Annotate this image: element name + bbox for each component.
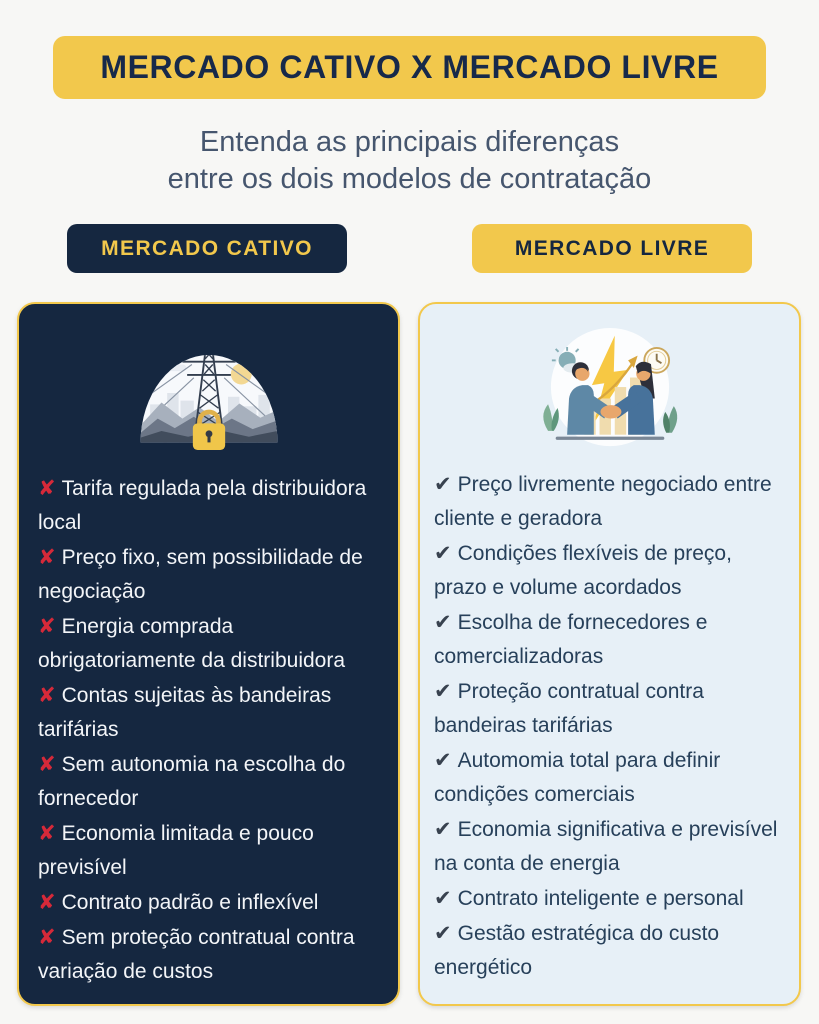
x-mark-icon: ✘ bbox=[38, 925, 56, 949]
item-text: Gestão estratégica do custo energético bbox=[434, 922, 720, 979]
subtitle bbox=[0, 124, 819, 198]
item-text: Economia significativa e previsível na conta de energia bbox=[434, 818, 778, 875]
item-text: Contrato padrão e inflexível bbox=[61, 891, 319, 914]
check-mark-icon: ✔ bbox=[434, 748, 452, 772]
pill-mercado-cativo bbox=[67, 224, 347, 273]
list-item bbox=[434, 605, 787, 674]
x-mark-icon: ✘ bbox=[38, 890, 56, 914]
list-item bbox=[434, 916, 787, 985]
item-text: Contas sujeitas às bandeiras tarifárias bbox=[38, 684, 332, 741]
item-text: Preço fixo, sem possibilidade de negociação bbox=[38, 546, 363, 603]
list-item bbox=[38, 747, 384, 816]
check-mark-icon: ✔ bbox=[434, 610, 452, 634]
plant-icon-right bbox=[663, 406, 677, 433]
livre-items-list bbox=[420, 467, 799, 985]
check-mark-icon: ✔ bbox=[434, 541, 452, 565]
item-text: Condições flexíveis de preço, prazo e volume acordados bbox=[434, 542, 732, 599]
item-text: Energia comprada obrigatoriamente da distribuidora bbox=[38, 615, 346, 672]
item-text: Preço livremente negociado entre cliente e geradora bbox=[434, 473, 772, 530]
list-item bbox=[434, 743, 787, 812]
cativo-items-list bbox=[19, 471, 398, 989]
list-item bbox=[434, 812, 787, 881]
check-mark-icon: ✔ bbox=[434, 472, 452, 496]
item-text: Proteção contratual contra bandeiras tarifárias bbox=[434, 680, 704, 737]
title-banner bbox=[53, 36, 766, 99]
check-mark-icon: ✔ bbox=[434, 921, 452, 945]
ground-line bbox=[555, 437, 664, 440]
list-item bbox=[38, 885, 384, 920]
list-item bbox=[38, 816, 384, 885]
subtitle-line-2: entre os dois modelos de contratação bbox=[167, 163, 652, 195]
x-mark-icon: ✘ bbox=[38, 821, 56, 845]
x-mark-icon: ✘ bbox=[38, 545, 56, 569]
pill-mercado-livre bbox=[472, 224, 752, 273]
x-mark-icon: ✘ bbox=[38, 476, 56, 500]
check-mark-icon: ✔ bbox=[434, 886, 452, 910]
list-item bbox=[38, 471, 384, 540]
handshake-illustration bbox=[529, 324, 691, 452]
subtitle-line-1: Entenda as principais diferenças bbox=[199, 126, 620, 158]
item-text: Escolha de fornecedores e comercializadoras bbox=[434, 611, 708, 668]
item-text: Sem proteção contratual contra variação de custos bbox=[38, 926, 355, 983]
cativo-illustration bbox=[19, 330, 398, 461]
page-title: MERCADO CATIVO X MERCADO LIVRE bbox=[100, 49, 719, 85]
list-item bbox=[38, 678, 384, 747]
pill-livre-label: MERCADO LIVRE bbox=[514, 236, 710, 260]
x-mark-icon: ✘ bbox=[38, 614, 56, 638]
item-text: Economia limitada e pouco previsível bbox=[38, 822, 314, 879]
list-item bbox=[38, 540, 384, 609]
livre-illustration bbox=[420, 324, 799, 457]
sun-icon bbox=[230, 364, 251, 385]
item-text: Tarifa regulada pela distribuidora local bbox=[38, 477, 367, 534]
item-text: Automomia total para definir condições comerciais bbox=[434, 749, 721, 806]
cloud-icon bbox=[161, 365, 186, 372]
list-item bbox=[434, 536, 787, 605]
list-item bbox=[434, 881, 787, 916]
handshake-hands bbox=[600, 405, 621, 418]
card-mercado-cativo bbox=[17, 302, 400, 1006]
x-mark-icon: ✘ bbox=[38, 683, 56, 707]
item-text: Sem autonomia na escolha do fornecedor bbox=[38, 753, 346, 810]
check-mark-icon: ✔ bbox=[434, 679, 452, 703]
card-mercado-livre bbox=[418, 302, 801, 1006]
list-item bbox=[38, 609, 384, 678]
transmission-tower-illustration bbox=[133, 330, 285, 456]
list-item bbox=[38, 920, 384, 989]
pill-cativo-label: MERCADO CATIVO bbox=[101, 236, 313, 260]
list-item bbox=[434, 467, 787, 536]
x-mark-icon: ✘ bbox=[38, 752, 56, 776]
item-text: Contrato inteligente e personal bbox=[457, 887, 744, 910]
check-mark-icon: ✔ bbox=[434, 817, 452, 841]
list-item bbox=[434, 674, 787, 743]
